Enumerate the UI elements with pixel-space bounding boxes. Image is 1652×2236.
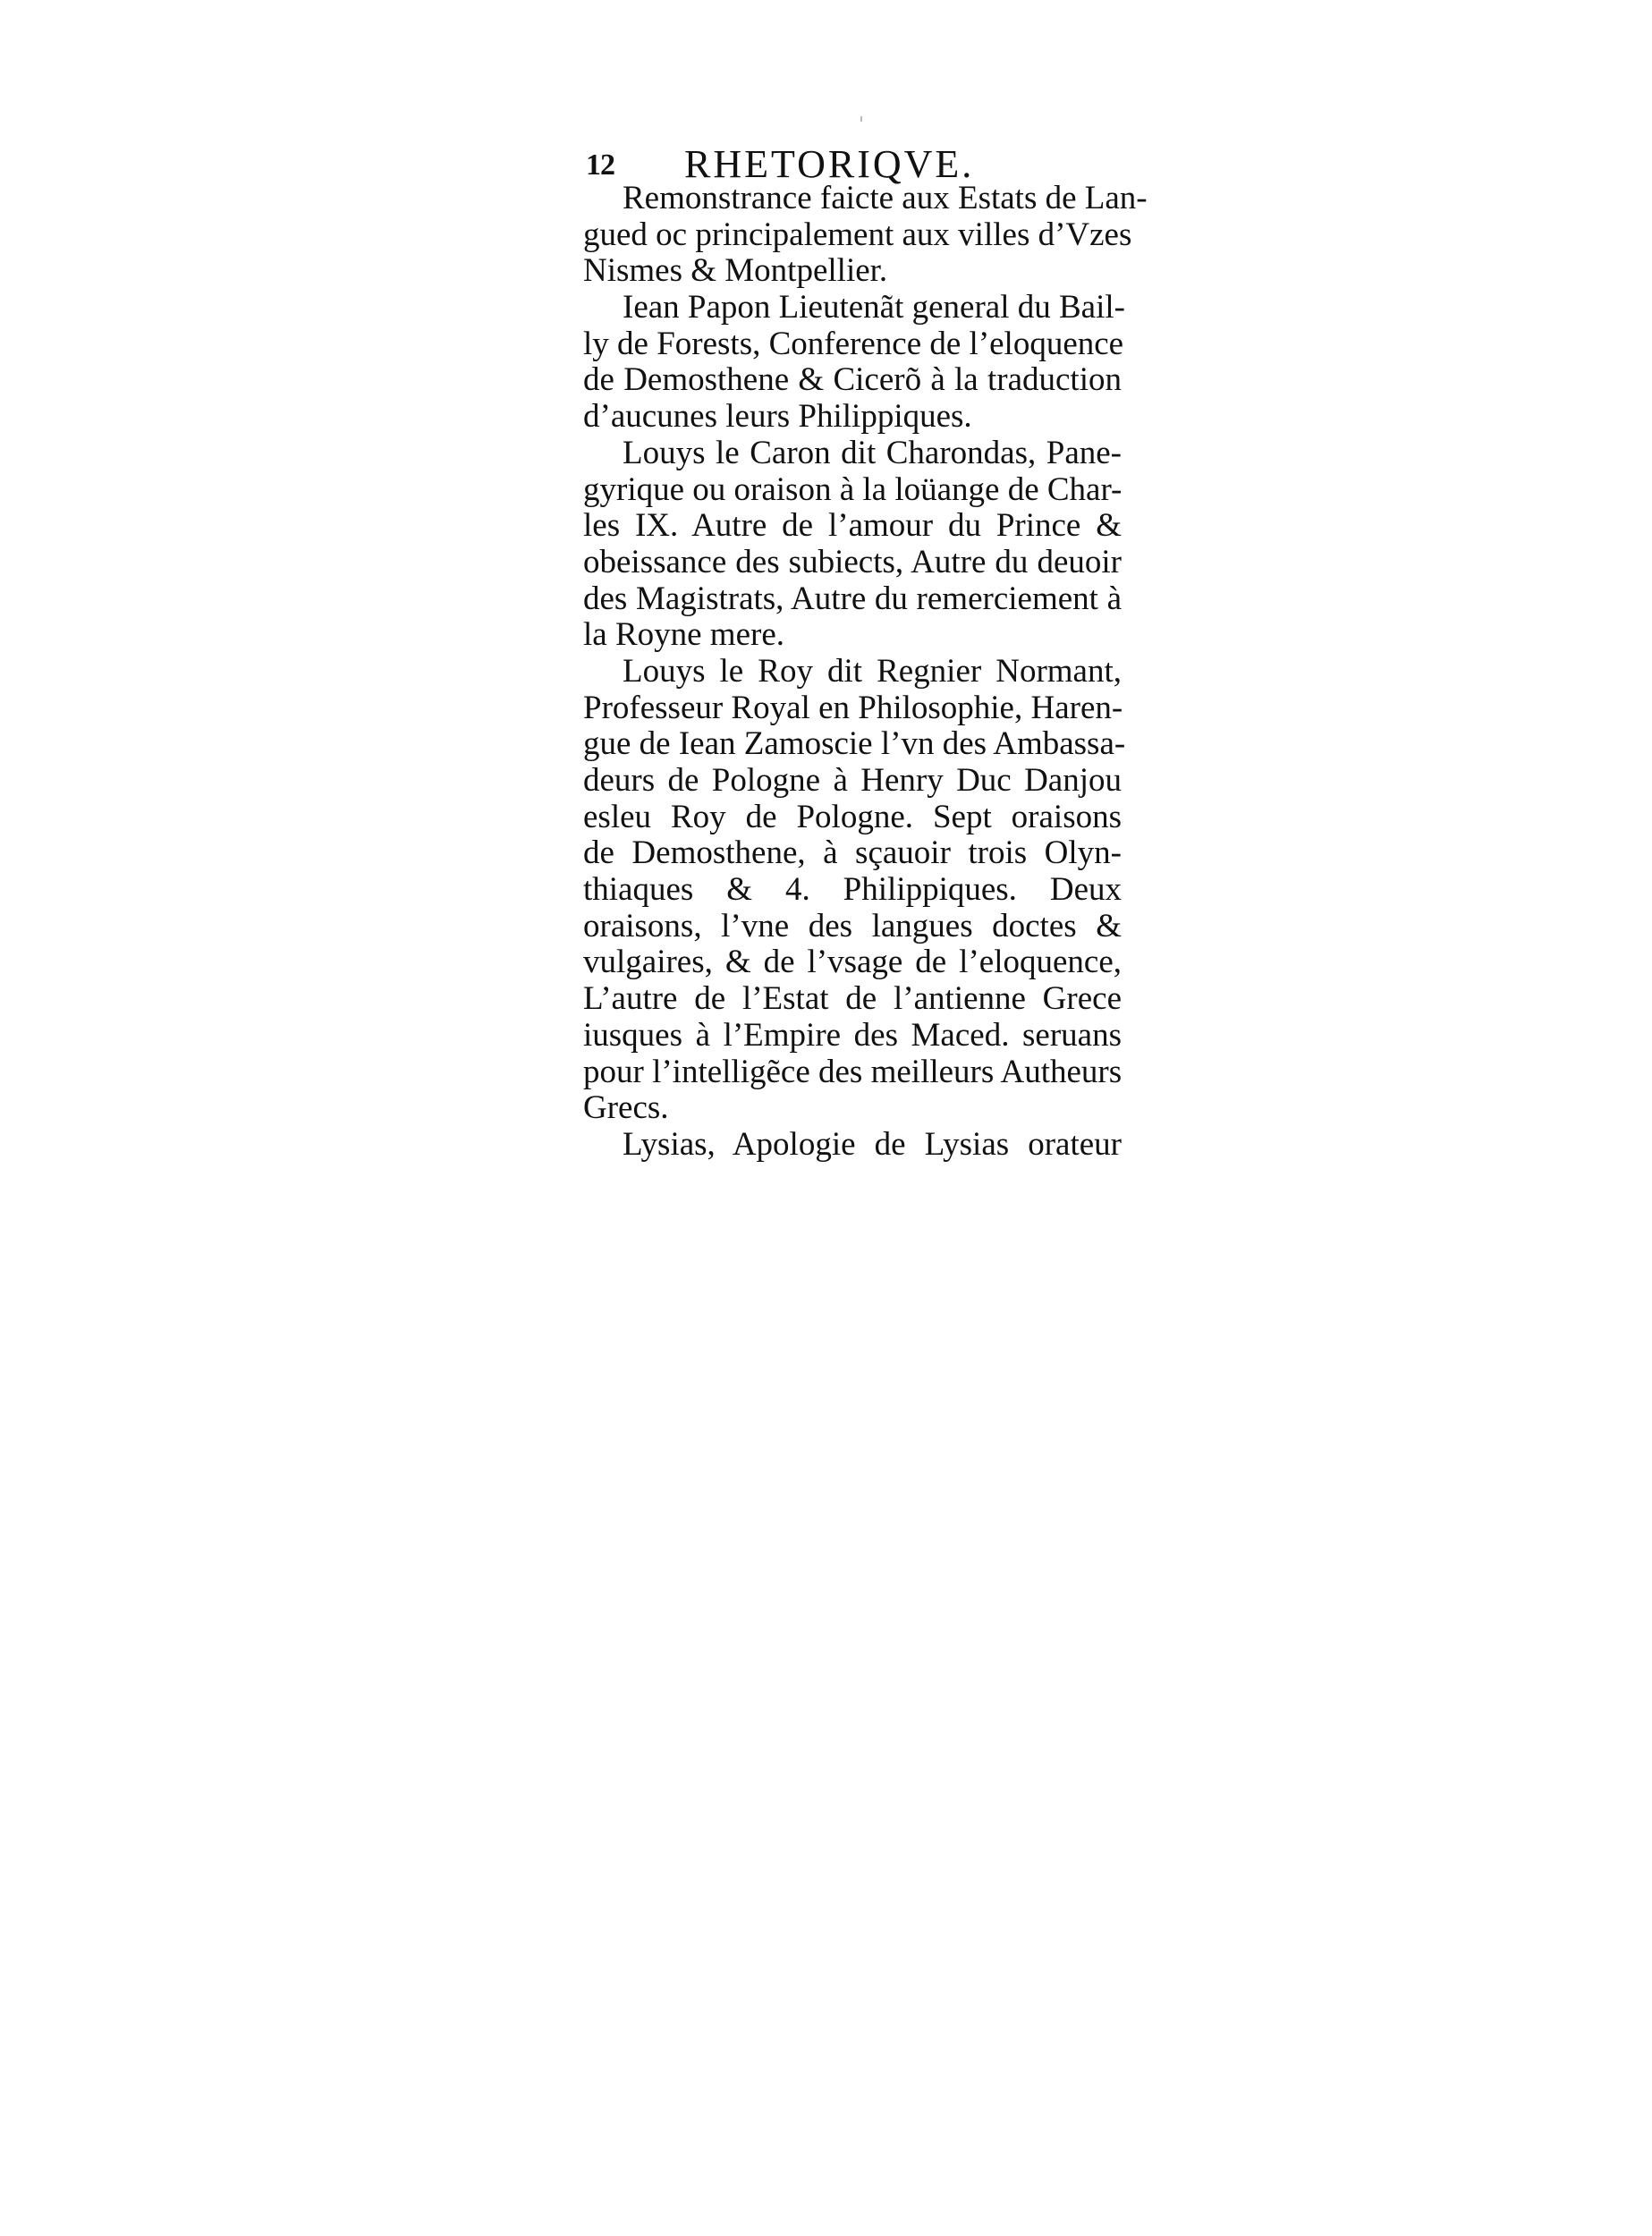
- running-head: RHETORIQVE.: [684, 142, 975, 186]
- page-number: 12: [586, 148, 614, 182]
- text-line: Lysias, Apologie de Lysias orateur: [623, 1125, 1122, 1163]
- text-line: de Demosthene, à sçauoir trois Olyn-: [583, 834, 1122, 872]
- text-line: Louys le Caron dit Charondas, Pane-: [623, 434, 1122, 471]
- text-line: thiaques & 4. Philippiques. Deux: [583, 871, 1122, 909]
- text-line: Nismes & Montpellier.: [583, 252, 888, 290]
- text-line: pour l’intelligẽce des meilleurs Autheurs: [583, 1053, 1123, 1090]
- body-text: [583, 180, 1148, 1164]
- text-line: des Magistrats, Autre du remerciement à: [583, 580, 1122, 617]
- text-line: vulgaires, & de l’vsage de l’eloquence,: [583, 944, 1122, 981]
- text-line: gued oc principalement aux villes d’Vzes: [583, 216, 1132, 253]
- text-line: oraisons, l’vne des langues doctes &: [583, 907, 1122, 944]
- text-line: gyrique ou oraison à la loüange de Char-: [583, 470, 1123, 508]
- text-line: gue de Iean Zamoscie l’vn des Ambassa-: [583, 725, 1126, 763]
- text-line: d’aucunes leurs Philippiques.: [583, 398, 972, 436]
- text-line: L’autre de l’Estat de l’antienne Grece: [583, 980, 1122, 1018]
- text-line: deurs de Pologne à Henry Duc Danjou: [583, 762, 1122, 799]
- text-line: iusques à l’Empire des Maced. seruans: [583, 1016, 1122, 1054]
- text-line: les IX. Autre de l’amour du Prince &: [583, 507, 1122, 545]
- text-line: Louys le Roy dit Regnier Normant,: [623, 652, 1122, 690]
- text-line: Grecs.: [583, 1089, 669, 1127]
- text-line: Professeur Royal en Philosophie, Haren-: [583, 689, 1123, 726]
- text-line: ly de Forests, Conference de l’eloquence: [583, 325, 1124, 362]
- ink-speck: [860, 116, 862, 122]
- text-line: esleu Roy de Pologne. Sept oraisons: [583, 798, 1122, 835]
- text-line: de Demosthene & Cicerõ à la traduction: [583, 361, 1122, 399]
- text-line: la Royne mere.: [583, 616, 784, 654]
- text-line: obeissance des subiects, Autre du deuoir: [583, 543, 1122, 580]
- text-line: Iean Papon Lieutenãt general du Bail-: [623, 289, 1125, 326]
- text-line: Remonstrance faicte aux Estats de Lan-: [623, 180, 1148, 216]
